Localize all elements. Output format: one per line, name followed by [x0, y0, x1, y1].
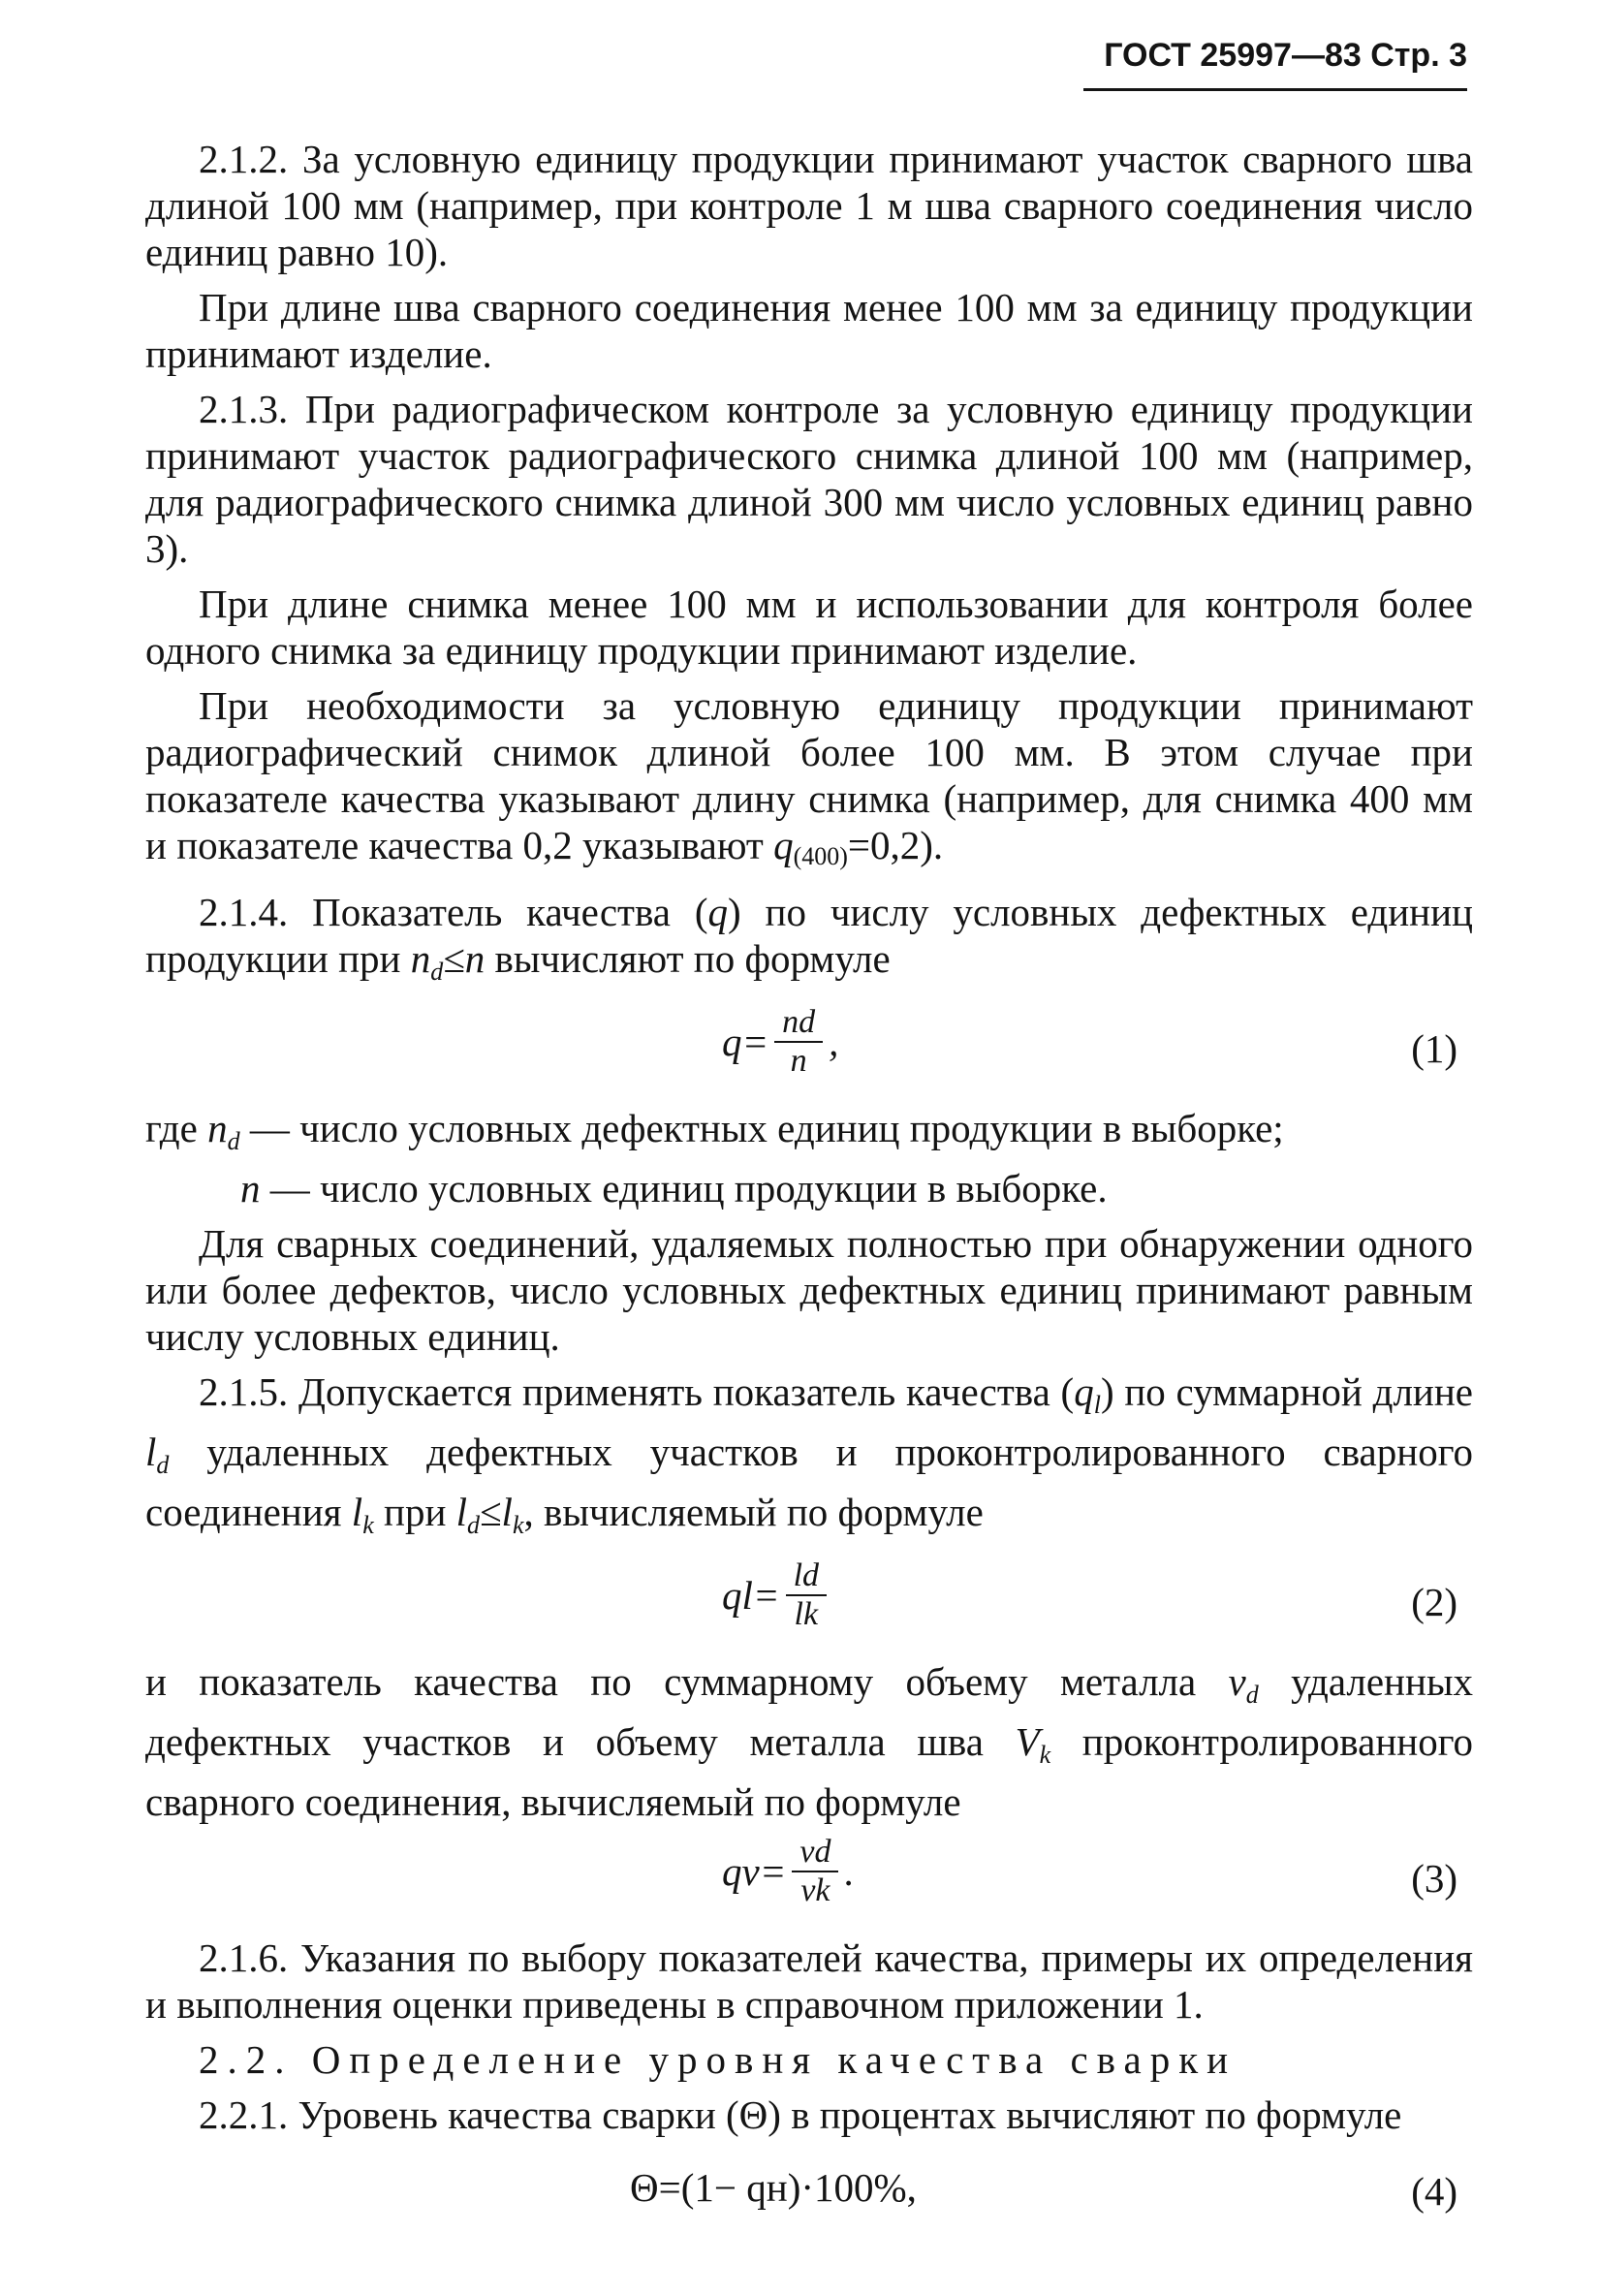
- text-run: удаленных дефектных участков и объему металла шва: [145, 1659, 1473, 1764]
- paragraph-2-1-6: 2.1.6. Указания по выбору показателей качества, примеры их определения и выполнения оценки приведены в справочном приложении 1.: [145, 1935, 1473, 2027]
- formula-2-expression: [722, 1557, 832, 1633]
- paragraph-2-1-2-b: При длине шва сварного соединения менее 100 мм за единицу продукции принимают изделие.: [145, 285, 1473, 376]
- standard-code: ГОСТ 25997—83: [1104, 37, 1362, 74]
- condition-subscript: k: [512, 1511, 524, 1539]
- formula-3-punctuation: .: [844, 1849, 855, 1894]
- lk-subscript: k: [362, 1511, 374, 1539]
- paragraph-2-1-4-b: Для сварных соединений, удаляемых полностью при обнаружении одного или более дефектов, число условных дефектных единиц принимают равным числу условных единиц.: [145, 1221, 1473, 1359]
- section-heading-2-2: 2.2. Определение уровня качества сварки: [199, 2037, 1238, 2082]
- text-run: удаленных дефектных участков и проконтролированного сварного соединения: [145, 1430, 1473, 1534]
- nd-subscript: d: [227, 1127, 240, 1155]
- vd-subscript: d: [1245, 1681, 1259, 1709]
- nd-symbol: n: [410, 936, 431, 981]
- formula-1-expression: [722, 1004, 838, 1080]
- n-symbol: n: [240, 1166, 261, 1211]
- paragraph-2-1-2: 2.1.2. За условную единицу продукции принимают участок сварного шва длиной 100 мм (например, при контроле 1 м шва сварного соединения число единиц равно 10).: [145, 137, 1473, 274]
- paragraph-2-1-3: 2.1.3. При радиографическом контроле за условную единицу продукции принимают участок радиографического снимка длиной 100 мм (например, для радиографического снимка длиной 300 мм число условных единиц равно 3).: [145, 387, 1473, 571]
- formula-3-denominator: vk: [800, 1872, 830, 1908]
- vk-symbol: V: [1015, 1719, 1040, 1764]
- where-clause-n: [145, 1165, 1473, 1211]
- paragraph-2-1-5: [145, 1368, 1473, 1549]
- q-symbol: q: [773, 823, 794, 867]
- text-run: вычисляют по формуле: [485, 936, 891, 981]
- formula-4-expression: Θ=(1− qн)·100%,: [630, 2165, 917, 2210]
- text-run: ) по числу условных дефектных единиц продукции при: [145, 890, 1473, 981]
- paragraph-2-1-5-b: [145, 1658, 1473, 1825]
- formula-3-numerator: vd: [792, 1834, 838, 1872]
- paragraph-2-1-3-b: При длине снимка менее 100 мм и использовании для контроля более одного снимка за единицу продукции принимают изделие.: [145, 582, 1473, 673]
- text-run: проконтролированного сварного соединения, вычисляемый по формуле: [145, 1719, 1473, 1824]
- condition-symbol: ≤n: [443, 936, 486, 981]
- formula-2: [145, 1557, 1473, 1647]
- lk-symbol: l: [351, 1490, 363, 1534]
- formula-1-numerator: nd: [774, 1004, 823, 1043]
- text-run: =0,2).: [847, 823, 944, 867]
- condition-subscript: d: [467, 1511, 481, 1539]
- condition-symbol: ≤l: [480, 1490, 513, 1534]
- formula-4: [145, 2147, 1473, 2236]
- text-run: где: [145, 1106, 208, 1150]
- formula-1: [145, 1004, 1473, 1093]
- formula-3-lhs: qv=: [722, 1849, 787, 1894]
- text-run: — число условных дефектных единиц продукции в выборке;: [239, 1106, 1284, 1150]
- condition-symbol: l: [455, 1490, 468, 1534]
- paragraph-2-1-3-c: [145, 682, 1473, 880]
- vk-subscript: k: [1039, 1741, 1051, 1769]
- ql-subscript: l: [1093, 1391, 1101, 1419]
- vd-symbol: v: [1228, 1659, 1246, 1704]
- page-number: Стр. 3: [1370, 37, 1467, 74]
- text-run: При необходимости за условную единицу продукции принимают радиографический снимок длиной более 100 мм. В этом случае при показателе качества указывают длину снимка (например, для снимка 400 мм и показателе качества 0,2 указывают: [145, 683, 1473, 867]
- formula-1-denominator: n: [790, 1043, 807, 1079]
- text-run: при: [373, 1490, 456, 1534]
- text-run: ) по суммарной длине: [1100, 1369, 1473, 1414]
- formula-1-fraction: [774, 1004, 823, 1080]
- formula-4-number: (4): [1411, 2169, 1457, 2214]
- formula-2-lhs: ql=: [722, 1573, 780, 1618]
- q-symbol: q: [707, 890, 729, 934]
- ql-symbol: q: [1074, 1369, 1094, 1414]
- paragraph-2-2-1: 2.2.1. Уровень качества сварки (Θ) в процентах вычисляют по формуле: [199, 2092, 1402, 2137]
- text-run: 2.1.5. Допускается применять показатель качества (: [199, 1369, 1075, 1414]
- text-run: и показатель качества по суммарному объему металла: [145, 1659, 1229, 1704]
- text-run: , вычисляемый по формуле: [523, 1490, 984, 1534]
- ld-subscript: d: [156, 1451, 170, 1479]
- text-run: — число условных единиц продукции в выборке.: [260, 1166, 1108, 1211]
- formula-1-punctuation: ,: [829, 1020, 839, 1064]
- formula-2-fraction: [786, 1557, 827, 1633]
- ld-symbol: l: [145, 1430, 157, 1474]
- nd-symbol: n: [207, 1106, 228, 1150]
- paragraph-2-1-4: [145, 889, 1473, 995]
- document-body: [145, 136, 1473, 2248]
- page-header: [1083, 37, 1467, 91]
- formula-3: [145, 1834, 1473, 1923]
- where-clause-nd: [145, 1105, 1473, 1165]
- formula-2-denominator: lk: [794, 1596, 819, 1632]
- formula-1-lhs: q=: [722, 1020, 769, 1064]
- q-subscript: (400): [793, 842, 848, 870]
- formula-2-number: (2): [1411, 1580, 1457, 1624]
- formula-3-fraction: [792, 1834, 838, 1909]
- formula-1-number: (1): [1411, 1026, 1457, 1071]
- formula-2-numerator: ld: [786, 1557, 827, 1596]
- text-run: 2.1.4. Показатель качества (: [199, 890, 708, 934]
- formula-3-number: (3): [1411, 1856, 1457, 1901]
- formula-3-expression: [722, 1834, 855, 1909]
- nd-subscript: d: [430, 958, 444, 986]
